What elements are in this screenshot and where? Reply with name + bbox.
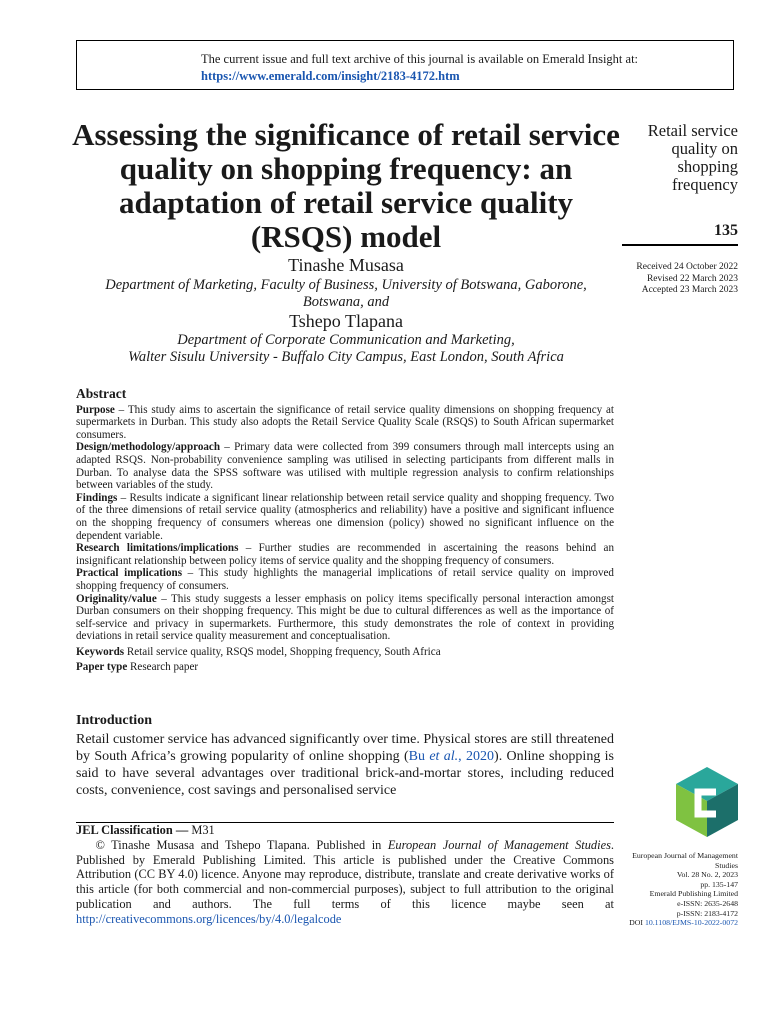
sidebar-divider (622, 244, 738, 246)
abstract-label: Research limitations/implications (76, 542, 239, 555)
author-name-1: Tinashe Musasa (288, 255, 404, 275)
abstract-practical: Practical implications – This study highlights the managerial implications of retail service quality on improved shopping frequency of consumers. (76, 567, 614, 592)
journal-pages: pp. 135-147 (700, 879, 738, 889)
author-affiliation-2-line1: Department of Corporate Communication and Marketing, (177, 332, 515, 348)
article-title: Assessing the significance of retail service quality on shopping frequency: an adaptation of retail service quality (RSQS) model (72, 117, 620, 254)
page-number: 135 (714, 222, 738, 239)
archive-url-link[interactable]: https://www.emerald.com/insight/2183-4172.htm (201, 69, 460, 83)
journal-name: European Journal of Management Studies (387, 837, 611, 852)
keywords (76, 646, 614, 659)
paper-type-text: Research paper (130, 661, 199, 674)
abstract-label: Design/methodology/approach (76, 441, 221, 454)
abstract-label: Purpose (76, 403, 115, 416)
abstract-purpose: Purpose – This study aims to ascertain the significance of retail service quality dimensions on shopping frequency at supermarkets in Durban. This study also adopts the Retail Service Quality Scale (RSQS) to South African supermarket consumers. (76, 403, 614, 441)
abstract-originality: Originality/value – This study suggests a lesser emphasis on policy items specifically personal interaction amongst Durban consumers on their shopping frequency. This might be due to cultural differences as well as the importance of self-service and privacy in supermarkets. Furthermore, this study demonstrates the role of context in providing deviations in retail service quality measurement and conceptualisation. (76, 592, 614, 643)
abstract-label: Originality/value (76, 592, 157, 605)
journal-name-side: European Journal of Management Studies (632, 851, 738, 870)
abstract-heading: Abstract (76, 386, 127, 401)
journal-info (608, 851, 738, 928)
archive-notice-text: The current issue and full text archive of this journal is available on Emerald Insight at: (201, 52, 639, 66)
journal-eissn: e-ISSN: 2635-2648 (677, 898, 738, 908)
introduction-section (76, 713, 614, 799)
running-title: Retail service quality on shopping frequency (647, 121, 738, 194)
jel-classification: JEL Classification — M31 (76, 823, 215, 837)
journal-volume: Vol. 28 No. 2, 2023 (676, 870, 738, 880)
abstract-text: This study highlights the managerial implications of retail service quality on improved shopping frequency of consumers. (76, 567, 614, 592)
author-affiliation-2-line2: Walter Sisulu University - Buffalo City Campus, East London, South Africa (128, 349, 564, 365)
introduction-heading: Introduction (76, 713, 152, 728)
copyright-notice: © Tinashe Musasa and Tshepo Tlapana. Published in European Journal of Management Studies. Published by Emerald Publishing Limited. This article is published under the Creative Commons Attribution (CC BY 4.0) licence. Anyone may reproduce, distribute, translate and create derivative works of this article (for both commercial and non-commercial purposes), subject to full attribution to the original publication and authors. The full terms of this licence maybe seen at http://creativecommons.org/licences/by/4.0/legalcode (76, 837, 614, 926)
journal-pissn: p-ISSN: 2183-4172 (676, 908, 738, 918)
accepted-date: Accepted 23 March 2023 (641, 285, 738, 295)
licence-link[interactable]: http://creativecommons.org/licences/by/4.0/legalcode (76, 911, 342, 926)
abstract (76, 388, 614, 674)
citation-link[interactable]: Bu et al., 2020 (408, 749, 495, 764)
introduction-paragraph: Retail customer service has advanced significantly over time. Physical stores are still threatened by South Africa’s growing popularity of online shopping (Bu et al., 2020). Online shopping is said to have several advantages over traditional brick-and-mortar stores, including reduced costs, convenience, cost savings and personalised service (76, 732, 615, 798)
abstract-text: Primary data were collected from 399 consumers through mall intercepts using an adapted RSQS. Non-probability convenience sampling was utilised in selecting participants from different malls in Durban. To analyse data the SPSS software was utilised with multiple regression analysis to confirm relationships between variables of the study. (76, 441, 614, 492)
paper-type (76, 661, 614, 674)
abstract-text: Results indicate a significant linear relationship between retail service quality and shopping frequency. Two of the three dimensions of retail service quality (atmospherics and reliability) have a positive and significant influence on the shopping frequency of consumers whereas one dimension (policy) showed no significant influence on the dependent variable. (76, 491, 614, 542)
author-affiliation-1: Department of Marketing, Faculty of Business, University of Botswana, Gaborone, Botswana, and (105, 277, 587, 310)
journal-publisher: Emerald Publishing Limited (649, 889, 738, 899)
abstract-text: This study suggests a lesser emphasis on policy items specifically personal interaction amongst Durban consumers on their shopping frequency. This might be due to cultural differences as well as the importance of self-service and privacy in supermarkets. Furthermore, this study demonstrates the role of context in providing deviations in retail service quality measurement and conceptualisation. (76, 592, 614, 643)
abstract-text: This study aims to ascertain the significance of retail service quality dimensions on shopping frequency at supermarkets in Durban. This study also adopts the Retail Service Quality Scale (RSQS) to South African supermarket consumers. (76, 403, 614, 441)
keywords-text: Retail service quality, RSQS model, Shopping frequency, South Africa (126, 645, 441, 658)
doi-link[interactable]: 10.1108/EJMS-10-2022-0072 (644, 918, 738, 928)
author-name-2: Tshepo Tlapana (289, 311, 403, 331)
journal-logo-icon (676, 767, 738, 837)
abstract-design: Design/methodology/approach – Primary data were collected from 399 consumers through mall intercepts using an adapted RSQS. Non-probability convenience sampling was utilised in selecting participants from different malls in Durban. To analyse data the SPSS software was utilised with multiple regression analysis to confirm relationships between variables of the study. (76, 441, 614, 492)
received-date: Received 24 October 2022 (636, 262, 738, 272)
abstract-label: Practical implications (76, 567, 183, 580)
abstract-limitations: Research limitations/implications – Further studies are recommended in ascertaining the reasons behind an insignificant relationship between policy items of service quality and the shopping frequency of consumers. (76, 542, 615, 567)
abstract-label: Findings (76, 491, 118, 504)
journal-doi: DOI 10.1108/EJMS-10-2022-0072 (629, 918, 738, 928)
keywords-label: Keywords (76, 645, 125, 658)
paper-type-label: Paper type (76, 661, 128, 674)
abstract-findings: Findings – Results indicate a significant linear relationship between retail service quality and shopping frequency. Two of the three dimensions of retail service quality (atmospherics and reliability) have a positive and significant influence on the shopping frequency of consumers whereas one dimension (policy) showed no significant influence on the dependent variable. (76, 491, 614, 542)
abstract-text: Further studies are recommended in ascertaining the reasons behind an insignificant relationship between policy items of service quality and the shopping frequency of consumers. (76, 542, 615, 567)
archive-notice-box (76, 40, 734, 90)
footer-notes (76, 823, 614, 927)
article-dates (636, 262, 738, 297)
revised-date: Revised 22 March 2023 (646, 273, 738, 284)
